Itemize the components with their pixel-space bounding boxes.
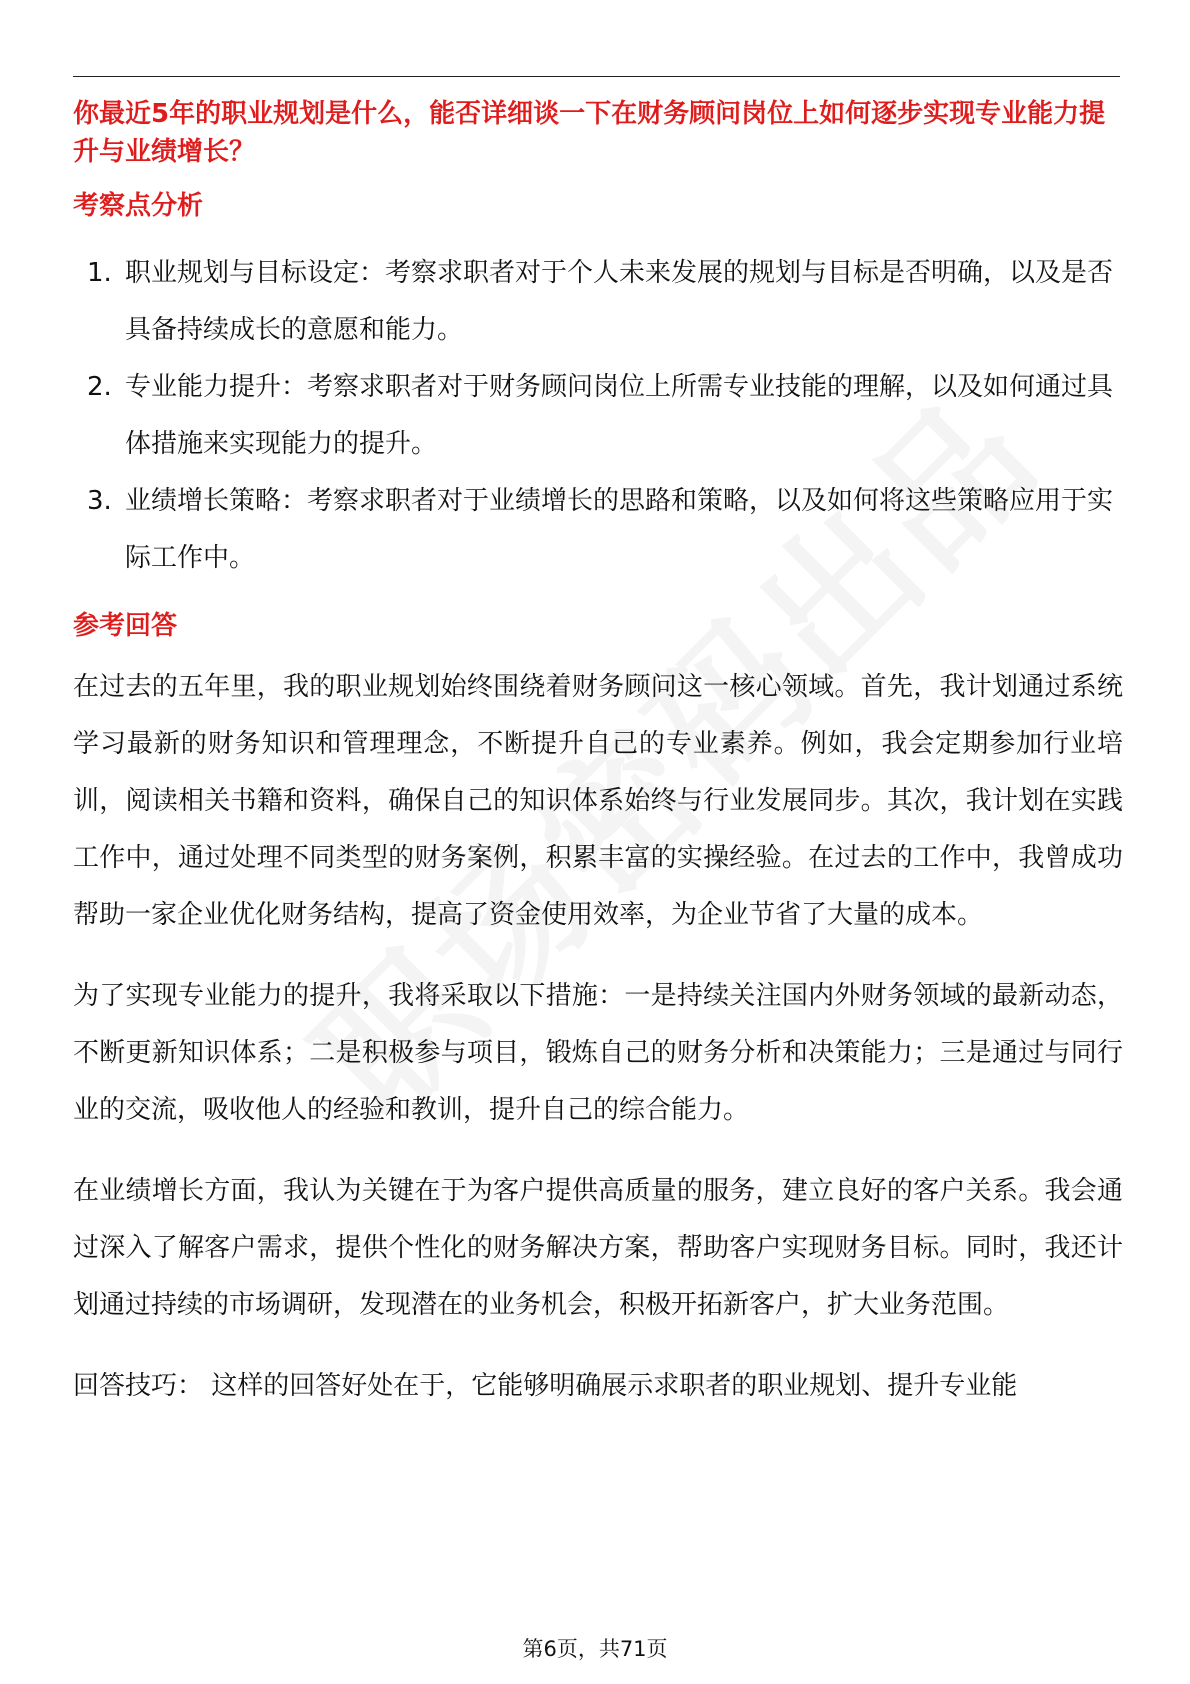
reference-heading: 参考回答	[73, 611, 178, 641]
question-title: 你最近5年的职业规划是什么，能否详细谈一下在财务顾问岗位上如何逐步实现专业能力提升与业绩增长？	[73, 99, 1106, 167]
answer-paragraph: 在业绩增长方面，我认为关键在于为客户提供高质量的服务，建立良好的客户关系。我会通过深入了解客户需求，提供个性化的财务解决方案，帮助客户实现财务目标。同时，我还计划通过持续的市场调研，发现潜在的业务机会，积极开拓新客户，扩大业务范围。	[73, 1176, 1123, 1320]
document-body	[73, 95, 1123, 1415]
answer-paragraph: 为了实现专业能力的提升，我将采取以下措施：一是持续关注国内外财务领域的最新动态，不断更新知识体系；二是积极参与项目，锻炼自己的财务分析和决策能力；三是通过与同行业的交流，吸收他人的经验和教训，提升自己的综合能力。	[73, 981, 1123, 1125]
answer-paragraph: 在过去的五年里，我的职业规划始终围绕着财务顾问这一核心领域。首先，我计划通过系统学习最新的财务知识和管理理念，不断提升自己的专业素养。例如，我会定期参加行业培训，阅读相关书籍和资料，确保自己的知识体系始终与行业发展同步。其次，我计划在实践工作中，通过处理不同类型的财务案例，积累丰富的实操经验。在过去的工作中，我曾成功帮助一家企业优化财务结构，提高了资金使用效率，为企业节省了大量的成本。	[73, 672, 1123, 930]
page-number-footer: 第6页，共71页	[522, 1637, 668, 1661]
list-item-number: 3.	[87, 486, 112, 516]
answer-tips-paragraph: 回答技巧： 这样的回答好处在于，它能够明确展示求职者的职业规划、提升专业能	[73, 1371, 1018, 1401]
list-item-text: 职业规划与目标设定：考察求职者对于个人未来发展的规划与目标是否明确，以及是否具备持续成长的意愿和能力。	[125, 258, 1114, 345]
analysis-heading: 考察点分析	[73, 191, 204, 221]
list-item-number: 2.	[87, 372, 112, 402]
list-item-number: 1.	[87, 258, 112, 288]
top-divider	[73, 76, 1120, 77]
list-item	[73, 359, 1123, 473]
list-item	[73, 245, 1123, 359]
list-item-text: 专业能力提升：考察求职者对于财务顾问岗位上所需专业技能的理解，以及如何通过具体措施来实现能力的提升。	[125, 372, 1114, 459]
list-item-text: 业绩增长策略：考察求职者对于业绩增长的思路和策略，以及如何将这些策略应用于实际工作中。	[125, 486, 1114, 573]
analysis-list	[73, 245, 1123, 587]
list-item	[73, 473, 1123, 587]
